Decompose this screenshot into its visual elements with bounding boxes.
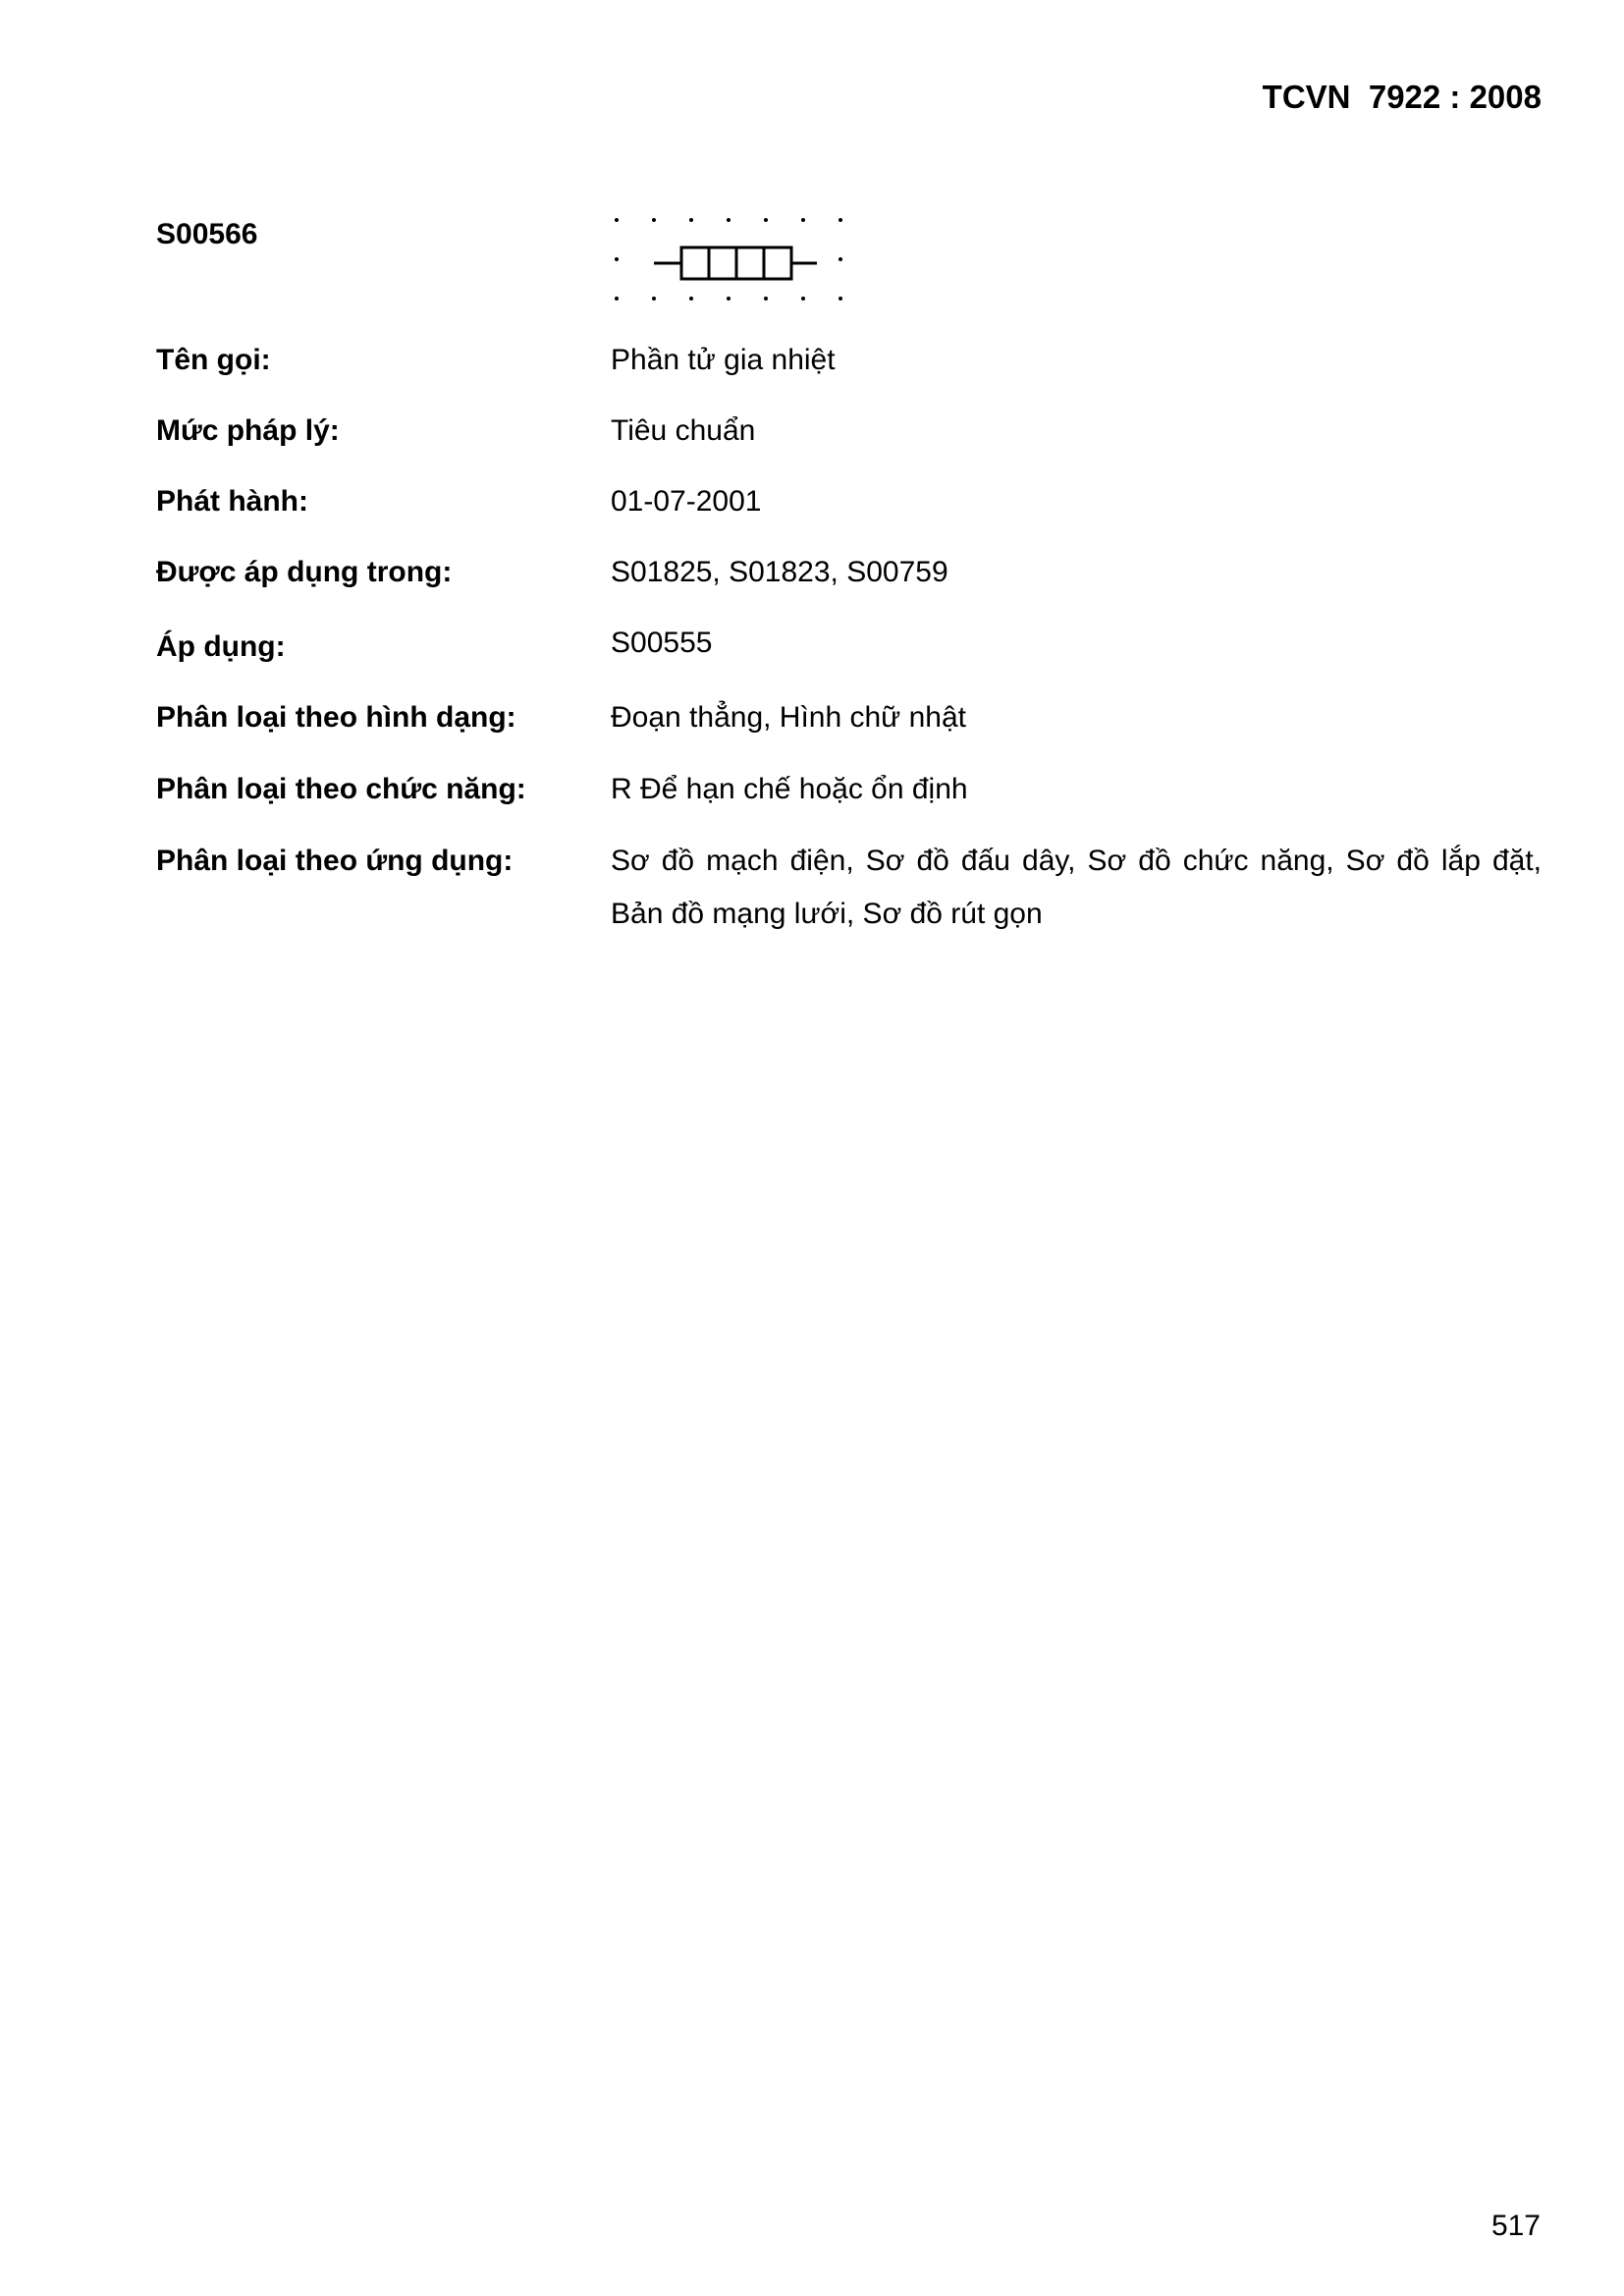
row-label: Mức pháp lý: (156, 414, 340, 447)
row-value: S00555 (611, 627, 713, 659)
row-label: Phân loại theo chức năng: (156, 773, 526, 805)
row-value: S01825, S01823, S00759 (611, 556, 948, 588)
row-value: Phần tử gia nhiệt (611, 344, 836, 376)
symbol-grid-dots (615, 218, 842, 301)
row-name (156, 339, 1542, 410)
row-label: Phân loại theo ứng dụng: (156, 845, 514, 877)
row-label: Tên gọi: (156, 344, 271, 376)
row-applies (156, 622, 1542, 696)
heating-element-symbol-icon (599, 204, 874, 312)
row-label: Phát hành: (156, 485, 308, 518)
row-label: Áp dụng: (156, 630, 286, 663)
row-function-classification (156, 768, 1542, 840)
row-legal-level (156, 410, 1542, 480)
row-value: Sơ đồ mạch điện, Sơ đồ đấu dây, Sơ đồ chức năng, Sơ đồ lắp đặt, Bản đồ mạng lưới, Sơ đồ rút gọn (611, 845, 1542, 930)
standard-code: TCVN 7922 : 2008 (1262, 79, 1542, 115)
page-number: 517 (1490, 2210, 1541, 2242)
symbol-id: S00566 (156, 218, 258, 250)
symbol-properties (156, 339, 1542, 941)
row-application-classification (156, 840, 1542, 941)
heating-element-shape (654, 247, 817, 279)
row-label: Được áp dụng trong: (156, 556, 453, 588)
row-shape-classification (156, 696, 1542, 768)
row-issued (156, 480, 1542, 551)
row-applied-in (156, 551, 1542, 622)
row-label: Phân loại theo hình dạng: (156, 701, 516, 734)
row-value: Đoạn thẳng, Hình chữ nhật (611, 701, 966, 734)
row-value: R Để hạn chế hoặc ổn định (611, 773, 968, 805)
row-value: Tiêu chuẩn (611, 414, 756, 447)
row-value: 01-07-2001 (611, 485, 762, 518)
